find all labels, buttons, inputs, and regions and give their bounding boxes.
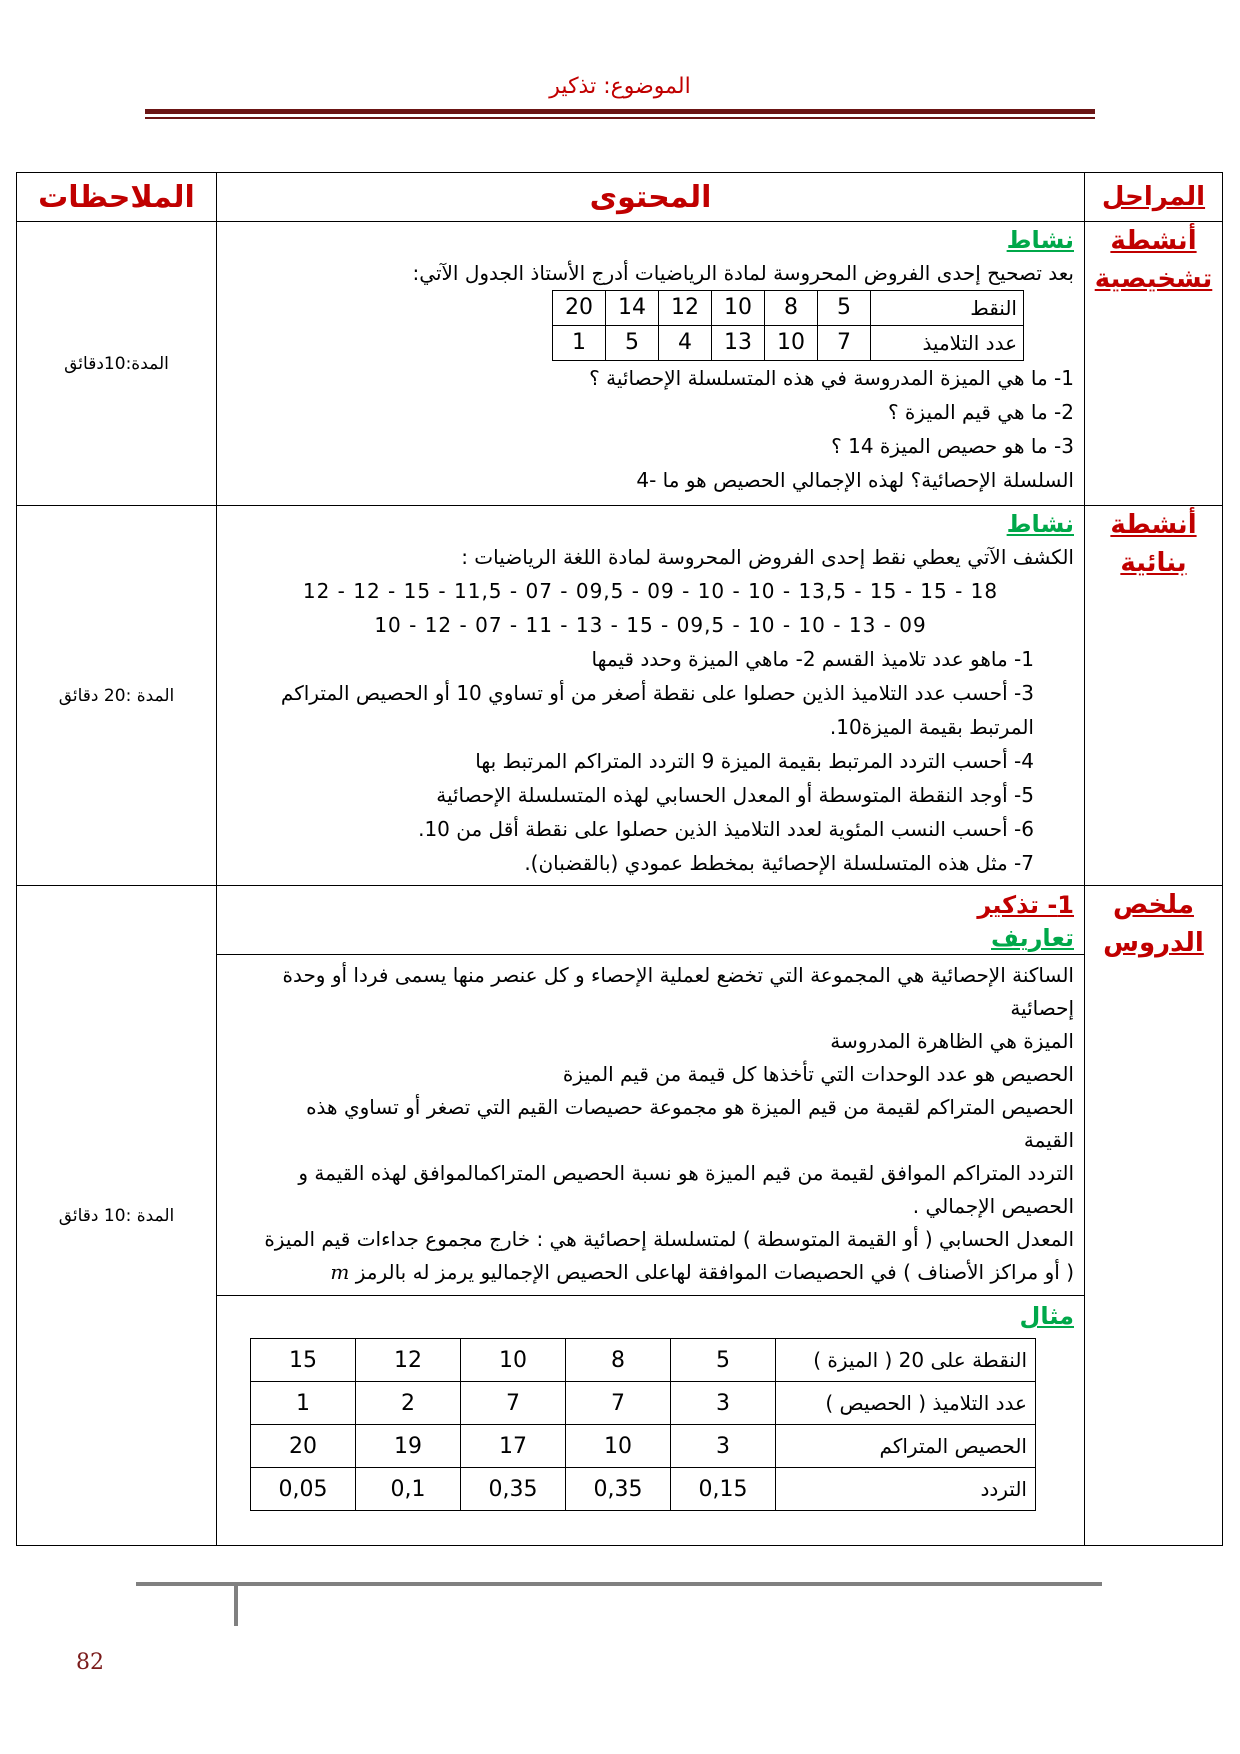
definition-frequency: الحصيص هو عدد الوحدات التي تأخذها كل قيمة من قيم الميزة <box>562 1062 1074 1086</box>
table-cell: 8 <box>765 291 818 326</box>
duration-note: المدة :10 دقائق <box>17 886 217 1546</box>
table-cell: 10 <box>566 1425 671 1468</box>
table-cell: 0,05 <box>251 1468 356 1511</box>
definition-mean-text: المعدل الحسابي ( أو القيمة المتوسطة ) لمتسلسلة إحصائية هي : خارج مجموع جداءات قيم الميزة ( أو مراكز الأصناف ) في الحصيصات الموافقة لهاعلى الحصيص الإجماليو يرمز له بالرمز <box>264 1227 1074 1284</box>
question-1: 1- ماهو عدد تلاميذ القسم 2- ماهي الميزة وحدد قيمها <box>591 647 1034 671</box>
table-row <box>251 1339 1036 1382</box>
activity-heading: نشاط <box>1006 510 1074 538</box>
table-cell: 2 <box>356 1382 461 1425</box>
activity-heading: نشاط <box>1006 226 1074 254</box>
definitions-heading: تعاريف <box>991 924 1074 952</box>
table-cell: 12 <box>659 291 712 326</box>
table-row <box>553 326 1024 361</box>
question-3: 3- أحسب عدد التلاميذ الذين حصلوا على نقطة أصغر من أو تساوي 10 أو الحصيص المتراكم المرتبط بقيمة الميزة10. <box>280 681 1034 739</box>
table-cell: 17 <box>461 1425 566 1468</box>
definition-population: الساكنة الإحصائية هي المجموعة التي تخضع لعملية الإحصاء و كل عنصر منها يسمى فردا أو وحدة إحصائية <box>282 963 1074 1020</box>
activity-intro: بعد تصحيح إحدى الفروض المحروسة لمادة الرياضيات أدرج الأستاذ الجدول الآتي: <box>412 261 1074 285</box>
stage-diagnostic: أنشطة تشخيصية <box>1085 222 1223 506</box>
marks-line-2: 10 - 12 - 07 - 11 - 13 - 15 - 09,5 - 10 - 10 - 13 - 09 <box>374 613 927 637</box>
table-cell: 5 <box>606 326 659 361</box>
definition-mean <box>257 1223 1074 1289</box>
question-3: 3- ما هو حصيص الميزة 14 ؟ <box>831 434 1074 458</box>
page-number: 82 <box>76 1650 104 1675</box>
table-cell: 10 <box>461 1339 566 1382</box>
table-cell: 3 <box>671 1425 776 1468</box>
table-cell: 14 <box>606 291 659 326</box>
table-row <box>553 291 1024 326</box>
row-label: النقطة على 20 ( الميزة ) <box>776 1339 1036 1382</box>
table-cell: 20 <box>553 291 606 326</box>
table-row <box>251 1425 1036 1468</box>
table-cell: 8 <box>566 1339 671 1382</box>
question-1: 1- ما هي الميزة المدروسة في هذه المتسلسلة الإحصائية ؟ <box>589 366 1074 390</box>
row-label: النقط <box>871 291 1024 326</box>
table-cell: 7 <box>566 1382 671 1425</box>
table-row <box>251 1468 1036 1511</box>
example-table <box>250 1338 1036 1511</box>
row-diagnostic <box>17 222 1223 506</box>
table-cell: 1 <box>251 1382 356 1425</box>
row-summary <box>17 886 1223 1546</box>
question-4: 4- أحسب التردد المرتبط بقيمة الميزة 9 التردد المتراكم المرتبط بها <box>475 749 1034 773</box>
table-cell: 0,15 <box>671 1468 776 1511</box>
table-cell: 7 <box>818 326 871 361</box>
table-cell: 10 <box>712 291 765 326</box>
marks-line-1: 12 - 12 - 15 - 11,5 - 07 - 09,5 - 09 - 10 - 10 - 13,5 - 15 - 15 - 18 <box>302 579 999 603</box>
table-cell: 0,1 <box>356 1468 461 1511</box>
table-cell: 3 <box>671 1382 776 1425</box>
footer-rule <box>136 1582 1102 1586</box>
row-label: الحصيص المتراكم <box>776 1425 1036 1468</box>
table-cell: 4 <box>659 326 712 361</box>
definitions-box <box>217 954 1084 1296</box>
content-constructive <box>217 506 1085 886</box>
stage-constructive: أنشطة بنائية <box>1085 506 1223 886</box>
section-heading: 1- تذكير <box>977 891 1074 919</box>
footer-tick <box>234 1582 238 1626</box>
table-header-row <box>17 173 1223 222</box>
row-label: عدد التلاميذ ( الحصيص ) <box>776 1382 1036 1425</box>
row-label: التردد <box>776 1468 1036 1511</box>
question-2: 2- ما هي قيم الميزة ؟ <box>887 400 1074 424</box>
table-cell: 5 <box>818 291 871 326</box>
table-cell: 0,35 <box>461 1468 566 1511</box>
mean-symbol: m <box>330 1260 350 1284</box>
grades-table <box>552 290 1024 361</box>
question-5: 5- أوجد النقطة المتوسطة أو المعدل الحسابي لهذه المتسلسلة الإحصائية <box>436 783 1034 807</box>
definition-character: الميزة هي الظاهرة المدروسة <box>830 1029 1074 1053</box>
table-row <box>251 1382 1036 1425</box>
table-cell: 5 <box>671 1339 776 1382</box>
content-summary <box>217 886 1085 1546</box>
duration-note: المدة:10دقائق <box>17 222 217 506</box>
table-cell: 19 <box>356 1425 461 1468</box>
page-header-title: الموضوع: تذكير <box>549 74 691 99</box>
table-cell: 7 <box>461 1382 566 1425</box>
duration-note: المدة :20 دقائق <box>17 506 217 886</box>
question-7: 7- مثل هذه المتسلسلة الإحصائية بمخطط عمودي (بالقضبان). <box>524 851 1034 875</box>
stage-summary: ملخص الدروس <box>1085 886 1223 1546</box>
table-cell: 1 <box>553 326 606 361</box>
definition-cumulative-relative-frequency: التردد المتراكم الموافق لقيمة من قيم الميزة هو نسبة الحصيص المتراكمالموافق لهذه القيمة و الحصيص الإجمالي . <box>298 1161 1074 1218</box>
question-4: السلسلة الإحصائية؟ لهذه الإجمالي الحصيص هو ما -4 <box>636 468 1074 492</box>
header-content: المحتوى <box>217 173 1085 222</box>
example-heading: مثال <box>1019 1302 1074 1330</box>
row-label: عدد التلاميذ <box>871 326 1024 361</box>
activity-intro: الكشف الآتي يعطي نقط إحدى الفروض المحروسة لمادة اللغة الرياضيات : <box>461 545 1074 569</box>
header-notes: الملاحظات <box>17 173 217 222</box>
definition-cumulative-frequency: الحصيص المتراكم لقيمة من قيم الميزة هو مجموعة حصيصات القيم التي تصغر أو تساوي هذه القيمة <box>306 1095 1074 1152</box>
content-diagnostic <box>217 222 1085 506</box>
row-constructive <box>17 506 1223 886</box>
header-rule-thin <box>145 117 1095 119</box>
question-6: 6- أحسب النسب المئوية لعدد التلاميذ الذين حصلوا على نقطة أقل من 10. <box>418 817 1034 841</box>
table-cell: 13 <box>712 326 765 361</box>
table-cell: 10 <box>765 326 818 361</box>
header-rule <box>145 109 1095 114</box>
table-cell: 12 <box>356 1339 461 1382</box>
table-cell: 0,35 <box>566 1468 671 1511</box>
lesson-table <box>16 172 1223 1546</box>
table-cell: 15 <box>251 1339 356 1382</box>
table-cell: 20 <box>251 1425 356 1468</box>
header-stages: المراحل <box>1085 173 1223 222</box>
